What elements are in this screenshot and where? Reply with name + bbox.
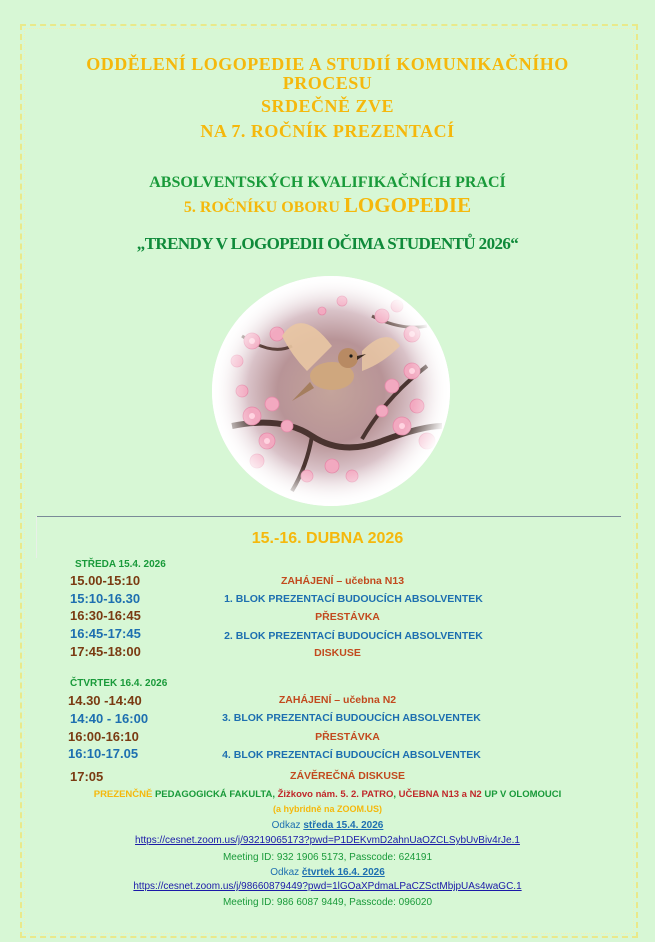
bird-blossom-image bbox=[212, 276, 450, 506]
link2-url-row bbox=[0, 881, 655, 892]
zoom-link-day1[interactable]: https://cesnet.zoom.us/j/93219065173?pwd=P1DEKvmD2ahnUaOZCLSybUvBiv4rJe.1 bbox=[135, 835, 520, 846]
zoom-link-day2[interactable]: https://cesnet.zoom.us/j/98660879449?pwd=1lGOaXPdmaLPaCZSctMbjpUAs4waGC.1 bbox=[133, 881, 522, 892]
header-line-6 bbox=[0, 193, 655, 218]
header-line-3: SRDEČNĚ ZVE bbox=[260, 96, 395, 116]
day2-time-4: 16:10-17.05 bbox=[68, 746, 139, 761]
header-line-6-prefix: 5. ROČNÍKU OBORU bbox=[183, 199, 344, 216]
link1-day: středa 15.4. 2026 bbox=[303, 820, 384, 831]
venue-faculty: PEDAGOGICKÁ FAKULTA bbox=[154, 789, 273, 800]
day1-time-1: 15.00-15:10 bbox=[70, 573, 141, 588]
venue-sep-2: , bbox=[393, 789, 399, 800]
divider-line bbox=[36, 516, 621, 517]
day2-time-3: 16:00-16:10 bbox=[68, 729, 139, 744]
link2-label bbox=[0, 867, 655, 878]
venue-city: UP V OLOMOUCI bbox=[481, 789, 562, 800]
header-line-4: NA 7. ROČNÍK PREZENTACÍ bbox=[200, 121, 455, 141]
venue-line bbox=[0, 789, 655, 800]
venue-rooms: UČEBNA N13 a N2 bbox=[398, 789, 482, 800]
venue-sep-1: , bbox=[272, 789, 278, 800]
header-line-1: ODDĚLENÍ LOGOPEDIE A STUDIÍ KOMUNIKAČNÍHO bbox=[86, 54, 569, 74]
header-line-6-subject: LOGOPEDIE bbox=[343, 193, 472, 217]
venue-address: Žižkovo nám. 5. 2. PATRO bbox=[277, 789, 394, 800]
venue-mode: PREZENČNĚ bbox=[93, 789, 155, 800]
day2-event-4: 4. BLOK PREZENTACÍ BUDOUCÍCH ABSOLVENTEK bbox=[222, 749, 481, 761]
day2-event-1: ZAHÁJENÍ – učebna N2 bbox=[278, 694, 397, 706]
header-line-2: PROCESU bbox=[282, 73, 373, 93]
day1-label: STŘEDA 15.4. 2026 bbox=[75, 559, 166, 570]
meeting1-info: Meeting ID: 932 1906 5173, Passcode: 624191 bbox=[222, 852, 433, 863]
meeting2-info: Meeting ID: 986 6087 9449, Passcode: 096020 bbox=[222, 897, 433, 908]
day1-event-1: ZAHÁJENÍ – učebna N13 bbox=[280, 575, 405, 587]
day2-time-5: 17:05 bbox=[70, 769, 104, 784]
day2-event-3: PŘESTÁVKA bbox=[315, 731, 380, 743]
event-dates: 15.-16. DUBNA 2026 bbox=[251, 530, 404, 547]
day1-event-5: DISKUSE bbox=[314, 647, 361, 659]
day1-time-4: 16:45-17:45 bbox=[70, 626, 141, 641]
day1-time-5: 17:45-18:00 bbox=[70, 644, 141, 659]
day1-time-3: 16:30-16:45 bbox=[70, 608, 141, 623]
day2-time-1: 14.30 -14:40 bbox=[68, 693, 142, 708]
day2-event-2: 3. BLOK PREZENTACÍ BUDOUCÍCH ABSOLVENTEK bbox=[222, 712, 481, 724]
day1-event-4: 2. BLOK PREZENTACÍ BUDOUCÍCH ABSOLVENTEK bbox=[224, 630, 483, 642]
day1-time-2: 15:10-16.30 bbox=[70, 591, 141, 606]
link1-label bbox=[0, 820, 655, 831]
bird-blossom-illustration bbox=[212, 276, 450, 506]
day1-event-3: PŘESTÁVKA bbox=[315, 611, 380, 623]
link2-prefix: Odkaz bbox=[270, 867, 302, 878]
link1-url-row bbox=[0, 835, 655, 846]
day2-event-5: ZÁVĚREČNÁ DISKUSE bbox=[290, 770, 405, 782]
header-line-5: ABSOLVENTSKÝCH KVALIFIKAČNÍCH PRACÍ bbox=[149, 174, 506, 191]
day1-event-2: 1. BLOK PREZENTACÍ BUDOUCÍCH ABSOLVENTEK bbox=[224, 593, 483, 605]
link1-prefix: Odkaz bbox=[271, 820, 304, 831]
day2-label: ČTVRTEK 16.4. 2026 bbox=[70, 678, 168, 689]
event-title: „TRENDY V LOGOPEDII OČIMA STUDENTŮ 2026“ bbox=[136, 234, 519, 253]
venue-hybrid: (a hybridně na ZOOM.US) bbox=[272, 804, 382, 814]
day2-time-2: 14:40 - 16:00 bbox=[70, 711, 149, 726]
link2-day: čtvrtek 16.4. 2026 bbox=[301, 867, 385, 878]
